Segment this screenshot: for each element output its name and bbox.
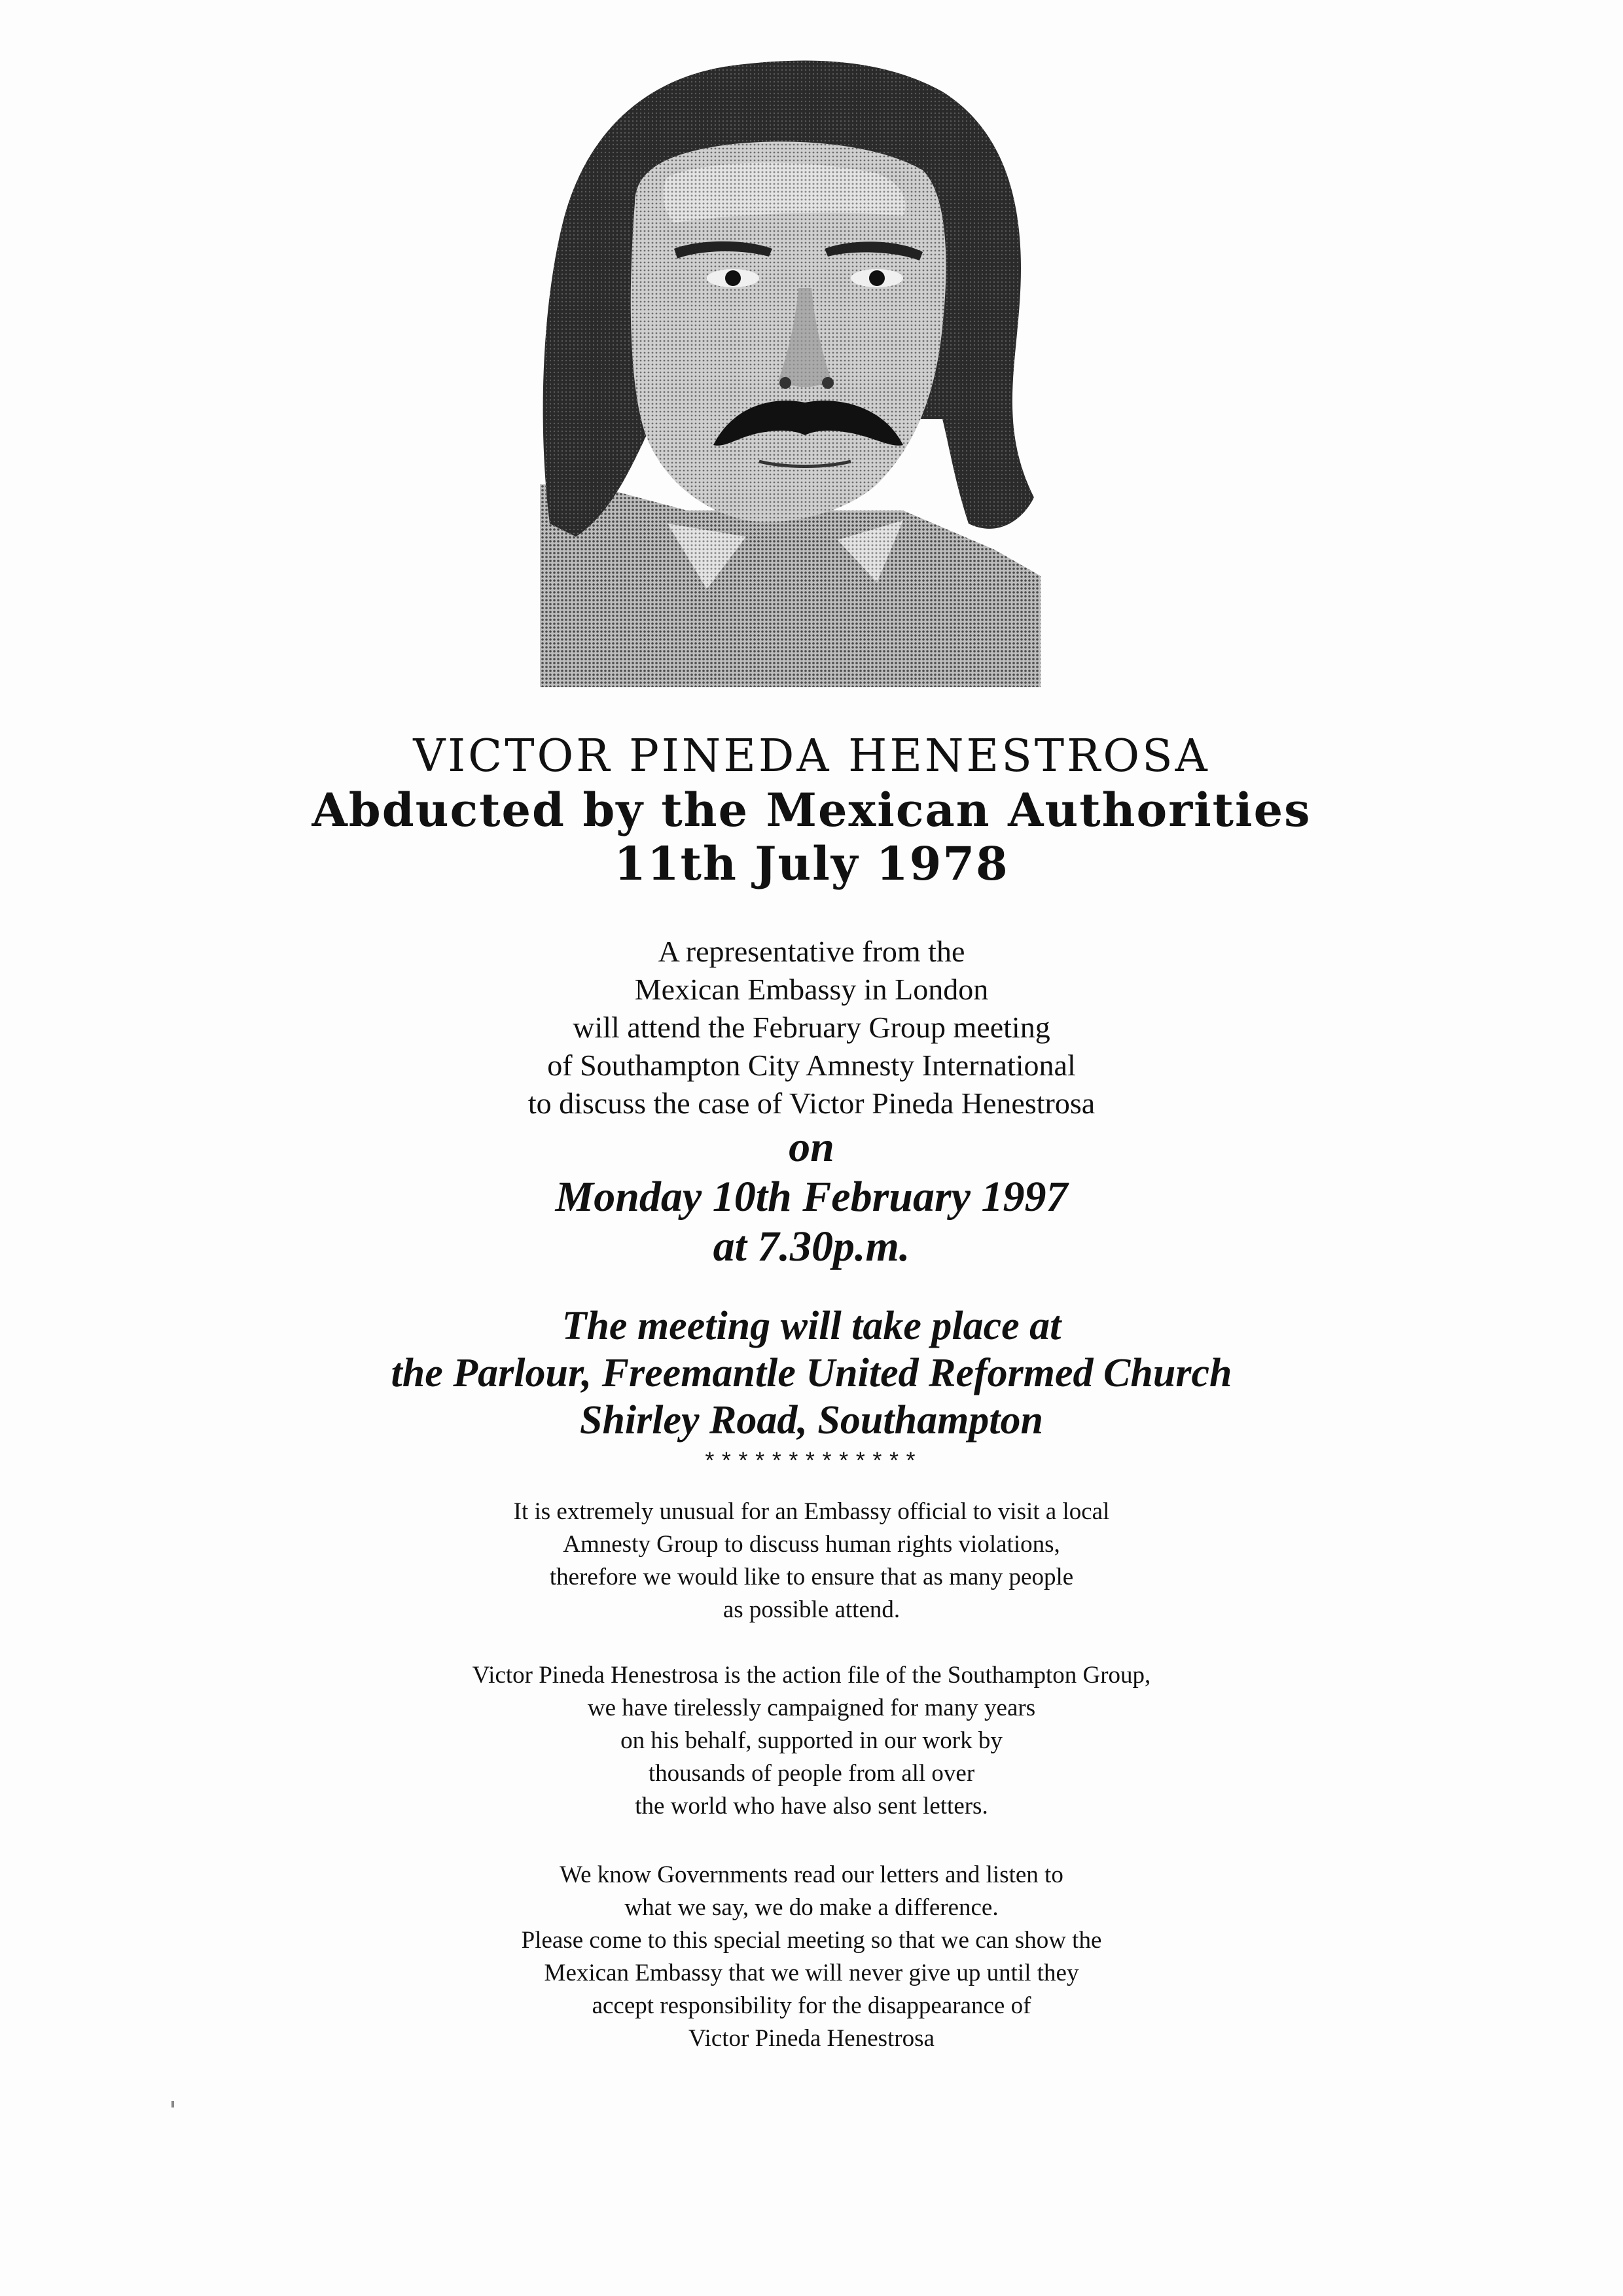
paragraph-line: thousands of people from all over (648, 1760, 975, 1787)
paragraph-line: on his behalf, supported in our work by (620, 1727, 1003, 1754)
paragraph-line: as possible attend. (722, 1596, 901, 1623)
paragraph-line: accept responsibility for the disappearance of (592, 1992, 1031, 2019)
intro-text (0, 933, 1623, 1122)
intro-line: of Southampton City Amnesty International (547, 1049, 1076, 1082)
portrait-photo (537, 52, 1041, 687)
meeting-datetime (0, 1122, 1623, 1272)
scan-speck (171, 2101, 174, 2108)
paragraph-unusual-visit (0, 1496, 1623, 1626)
paragraph-call-to-action (0, 1859, 1623, 2055)
on-label: on (789, 1123, 834, 1171)
paragraph-line: It is extremely unusual for an Embassy official to visit a local (513, 1498, 1110, 1525)
meeting-time: at 7.30p.m. (713, 1223, 910, 1270)
location-line: Shirley Road, Southampton (579, 1398, 1044, 1443)
paragraph-line: Victor Pineda Henestrosa (688, 2025, 935, 2052)
victim-name: VICTOR PINEDA HENESTROSA (413, 730, 1210, 782)
headline (0, 730, 1623, 891)
abduction-date: 11th July 1978 (614, 836, 1009, 891)
meeting-location (0, 1302, 1623, 1444)
separator-stars: ************* (702, 1450, 921, 1477)
intro-line: will attend the February Group meeting (573, 1011, 1050, 1044)
paragraph-line: what we say, we do make a difference. (624, 1894, 999, 1921)
paragraph-line: therefore we would like to ensure that as many people (549, 1564, 1074, 1590)
headline-abduction: Abducted by the Mexican Authorities (312, 783, 1311, 837)
paragraph-line: We know Governments read our letters and listen to (560, 1861, 1063, 1888)
location-line: the Parlour, Freemantle United Reformed Church (391, 1351, 1232, 1395)
paragraph-line: we have tirelessly campaigned for many years (587, 1695, 1036, 1721)
meeting-date: Monday 10th February 1997 (555, 1173, 1068, 1221)
intro-line: A representative from the (658, 935, 965, 968)
paragraph-line: Mexican Embassy that we will never give up until they (544, 1960, 1079, 1986)
paragraph-line: the world who have also sent letters. (635, 1793, 988, 1820)
paragraph-line: Victor Pineda Henestrosa is the action file of the Southampton Group, (472, 1662, 1151, 1689)
location-line: The meeting will take place at (562, 1304, 1061, 1348)
intro-line: to discuss the case of Victor Pineda Henestrosa (527, 1086, 1096, 1120)
paragraph-line: Amnesty Group to discuss human rights violations, (563, 1531, 1060, 1558)
intro-line: Mexican Embassy in London (634, 973, 989, 1006)
paragraph-action-file (0, 1659, 1623, 1823)
paragraph-line: Please come to this special meeting so that we can show the (521, 1927, 1102, 1954)
